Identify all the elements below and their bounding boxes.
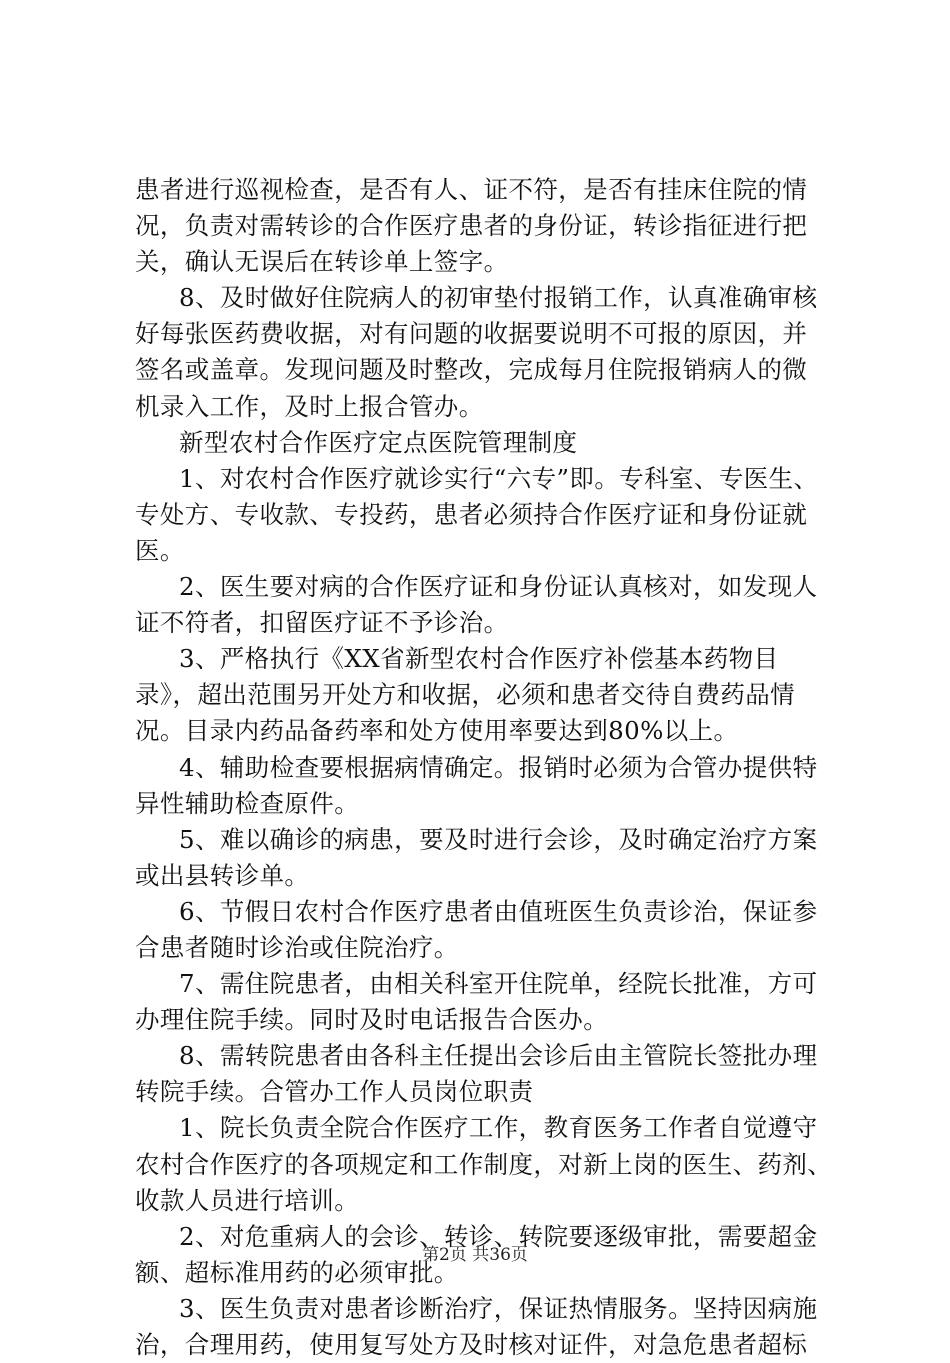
text-line: 6、节假日农村合作医疗患者由值班医生负责诊治，保证参 xyxy=(179,896,818,926)
text-line: 关，确认无误后在转诊单上签字。 xyxy=(135,247,509,277)
text-line: 3、医生负责对患者诊断治疗，保证热情服务。坚持因病施 xyxy=(179,1293,818,1323)
text-line: 录》，超出范围另开处方和收据，必须和患者交待自费药品情 xyxy=(135,680,796,710)
text-line: 4、辅助检查要根据病情确定。报销时必须为合管办提供特 xyxy=(179,752,818,782)
text-line: 2、对危重病人的会诊、转诊、转院要逐级审批，需要超金 xyxy=(179,1221,818,1251)
section-heading: 新型农村合作医疗定点医院管理制度 xyxy=(179,427,578,457)
text-line: 8、及时做好住院病人的初审垫付报销工作，认真准确审核 xyxy=(179,283,818,313)
text-line: 8、需转院患者由各科主任提出会诊后由主管院长签批办理 xyxy=(179,1041,818,1071)
text-line: 7、需住院患者，由相关科室开住院单，经院长批准，方可 xyxy=(179,969,818,999)
text-line: 农村合作医疗的各项规定和工作制度，对新上岗的医生、药剂、 xyxy=(135,1149,833,1179)
text-line: 或出县转诊单。 xyxy=(135,860,310,890)
text-line: 转院手续。合管办工作人员岗位职责 xyxy=(135,1077,534,1107)
text-line: 收款人员进行培训。 xyxy=(135,1185,360,1215)
text-line: 医。 xyxy=(135,535,185,565)
text-line: 1、院长负责全院合作医疗工作，教育医务工作者自觉遵守 xyxy=(179,1113,818,1143)
text-line: 异性辅助检查原件。 xyxy=(135,788,360,818)
page-number-footer: 第2页 共36页 xyxy=(422,1245,528,1265)
text-line: 签名或盖章。发现问题及时整改，完成每月住院报销病人的微 xyxy=(135,355,808,385)
text-line: 办理住院手续。同时及时电话报告合医办。 xyxy=(135,1005,609,1035)
text-line: 治，合理用药，使用复写处方及时核对证件，对急危患者超标 xyxy=(135,1330,808,1359)
text-line: 证不符者，扣留医疗证不予诊治。 xyxy=(135,608,509,638)
text-line: 2、医生要对病的合作医疗证和身份证认真核对，如发现人 xyxy=(179,572,818,602)
document-body xyxy=(135,172,835,1363)
text-line: 况。目录内药品备药率和处方使用率要达到80%以上。 xyxy=(135,716,739,746)
text-line: 专处方、专收款、专投药，患者必须持合作医疗证和身份证就 xyxy=(135,499,808,529)
text-line: 5、难以确诊的病患，要及时进行会诊，及时确定治疗方案 xyxy=(179,824,818,854)
text-line: 额、超标准用药的必须审批。 xyxy=(135,1257,459,1287)
text-line: 患者进行巡视检查，是否有人、证不符，是否有挂床住院的情 xyxy=(135,175,808,204)
text-line: 好每张医药费收据，对有问题的收据要说明不可报的原因，并 xyxy=(135,319,808,349)
text-line: 况，负责对需转诊的合作医疗患者的身份证，转诊指征进行把 xyxy=(135,211,808,241)
text-line: 合患者随时诊治或住院治疗。 xyxy=(135,932,459,962)
text-line: 3、严格执行《XX省新型农村合作医疗补偿基本药物目 xyxy=(179,644,779,674)
text-line: 1、对农村合作医疗就诊实行“六专”即。专科室、专医生、 xyxy=(179,463,819,493)
text-line: 机录入工作，及时上报合管办。 xyxy=(135,391,484,421)
